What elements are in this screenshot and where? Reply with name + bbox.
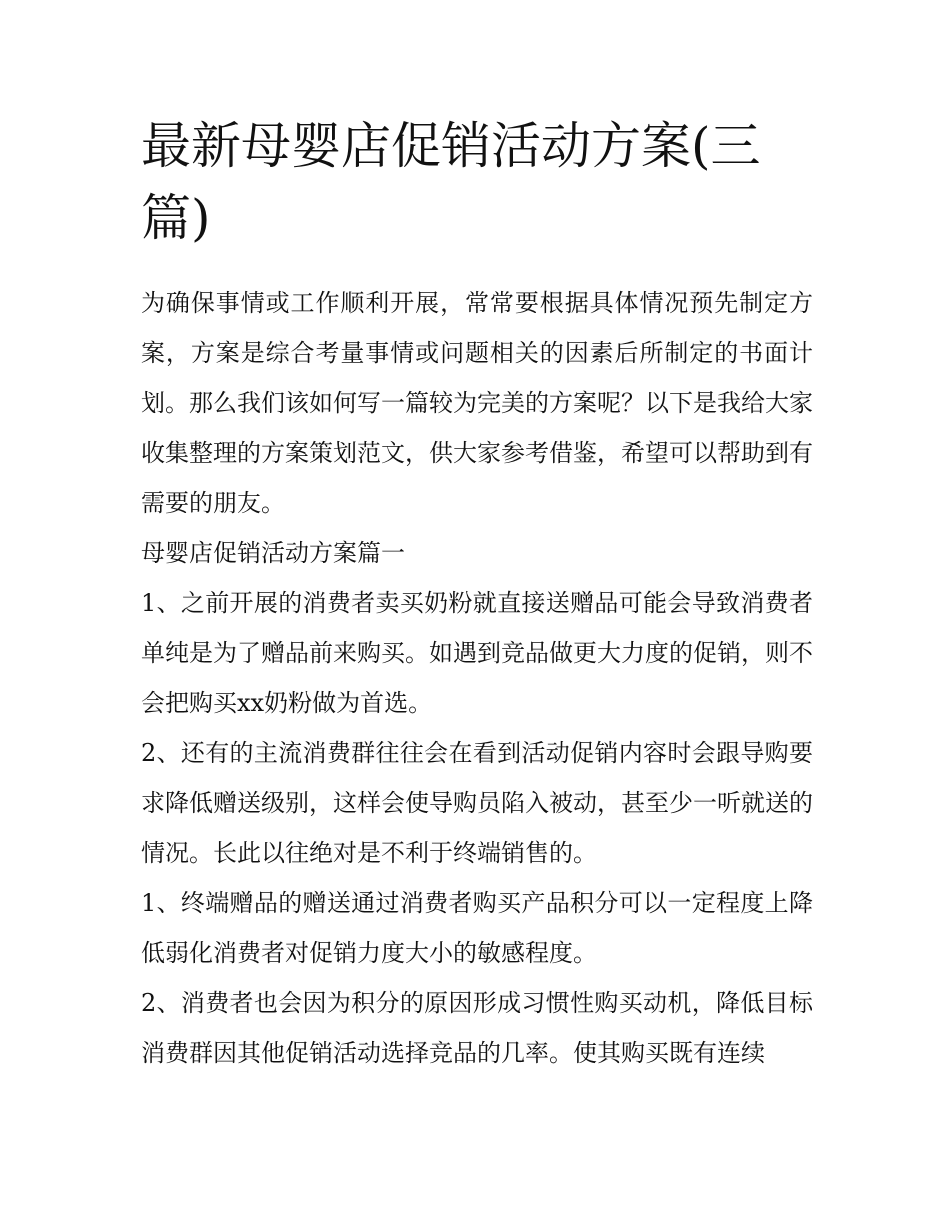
section-heading: 母婴店促销活动方案篇一 (141, 539, 405, 567)
document-title: 最新母婴店促销活动方案(三篇) (141, 117, 761, 247)
body-paragraph: 2、还有的主流消费群往往会在看到活动促销内容时会跟导购要求降低赠送级别，这样会使导购员陷入被动，甚至少一听就送的情况。长此以往绝对是不利于终端销售的。 (141, 739, 813, 867)
document-page (141, 110, 813, 1078)
body-paragraph: 1、终端赠品的赠送通过消费者购买产品积分可以一定程度上降低弱化消费者对促销力度大小的敏感程度。 (141, 889, 813, 967)
body-paragraph: 1、之前开展的消费者卖买奶粉就直接送赠品可能会导致消费者单纯是为了赠品前来购买。如遇到竞品做更大力度的促销，则不会把购买xx奶粉做为首选。 (141, 589, 813, 717)
body-paragraph: 2、消费者也会因为积分的原因形成习惯性购买动机，降低目标消费群因其他促销活动选择竞品的几率。使其购买既有连续 (141, 989, 813, 1067)
intro-paragraph: 为确保事情或工作顺利开展，常常要根据具体情况预先制定方案，方案是综合考量事情或问题相关的因素后所制定的书面计划。那么我们该如何写一篇较为完美的方案呢？以下是我给大家收集整理的方案策划范文，供大家参考借鉴，希望可以帮助到有需要的朋友。 (141, 289, 813, 517)
